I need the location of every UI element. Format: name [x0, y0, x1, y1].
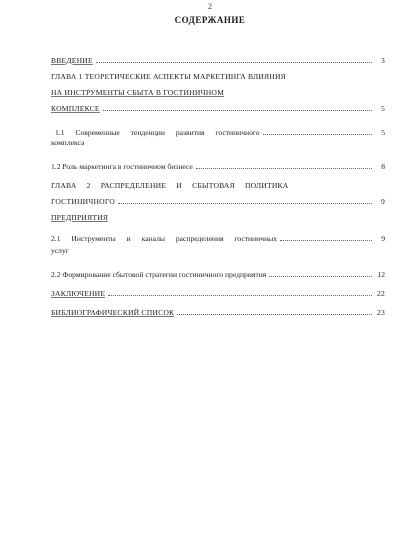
toc-entry-text: БИБЛИОГРАФИЧЕСКИЙ СПИСОК [51, 308, 175, 317]
toc-leader-dots [177, 314, 372, 315]
toc-entry-text: 1.2 Роль маркетинга в гостиничном бизнесе [51, 162, 193, 171]
toc-leader-dots [118, 203, 372, 204]
toc-entry-chapter-1[interactable] [51, 68, 385, 114]
toc-entry-text-line2: комплекса [51, 138, 85, 147]
toc-entry-text-line1: ГЛАВА 1 ТЕОРЕТИЧЕСКИЕ АСПЕКТЫ МАРКЕТИНГА ВЛИЯНИЯ [51, 72, 286, 81]
toc-entry-text-line1: 1.1 Современные тенденции развития гостиничного [55, 128, 260, 137]
toc-entry-page: 22 [377, 289, 385, 298]
page-number: 2 [208, 2, 212, 11]
toc-entry-text: ЗАКЛЮЧЕНИЕ [51, 289, 106, 298]
toc-entry-text-line3: ПРЕДПРИЯТИЯ [51, 213, 109, 222]
toc-entry-introduction[interactable] [51, 52, 385, 66]
toc-leader-dots [96, 62, 372, 63]
toc-entry-page: 3 [381, 56, 385, 65]
toc-entry-section-1-1[interactable] [51, 124, 385, 148]
toc-entry-text: 2.2 Формирование сбытовой стратегии гостиничного предприятия [51, 270, 267, 279]
toc-entry-page: 23 [377, 308, 385, 317]
toc-entry-text-line1: ГЛАВА 2 РАСПРЕДЕЛЕНИЕ И СБЫТОВАЯ ПОЛИТИКА [51, 181, 289, 190]
toc-leader-dots [103, 110, 372, 111]
toc-entry-text-line2: НА ИНСТРУМЕНТЫ СБЫТА В ГОСТИНИЧНОМ [51, 88, 225, 97]
toc-entry-section-2-2[interactable] [51, 266, 385, 280]
toc-leader-dots [280, 240, 372, 241]
toc-entry-bibliography[interactable] [51, 304, 385, 318]
toc-entry-section-2-1[interactable] [51, 230, 385, 256]
toc-title: СОДЕРЖАНИЕ [174, 15, 246, 25]
toc-entry-text-line2: ГОСТИНИЧНОГО [51, 197, 115, 206]
toc-leader-dots [269, 276, 372, 277]
toc-entry-conclusion[interactable] [51, 285, 385, 299]
toc-leader-dots [108, 295, 372, 296]
toc-entry-page: 12 [377, 270, 385, 279]
toc-entry-chapter-2[interactable] [51, 177, 385, 223]
toc-entry-text: ВВЕДЕНИЕ [51, 56, 93, 65]
toc-entry-page: 8 [381, 162, 385, 171]
toc-entry-page: 5 [381, 128, 385, 137]
toc-leader-dots [196, 168, 372, 169]
toc-entry-page: 9 [381, 197, 385, 206]
toc-leader-dots [263, 134, 372, 135]
toc-entry-text-line3: КОМПЛЕКСЕ [51, 104, 100, 113]
toc-entry-text-line1: 2.1 Инструменты и каналы распределения гостиничных [51, 234, 278, 243]
toc-entry-section-1-2[interactable] [51, 158, 385, 172]
toc-entry-page: 9 [381, 234, 385, 243]
toc-entry-text-line2: услуг [51, 246, 69, 255]
toc-entry-page: 5 [381, 104, 385, 113]
